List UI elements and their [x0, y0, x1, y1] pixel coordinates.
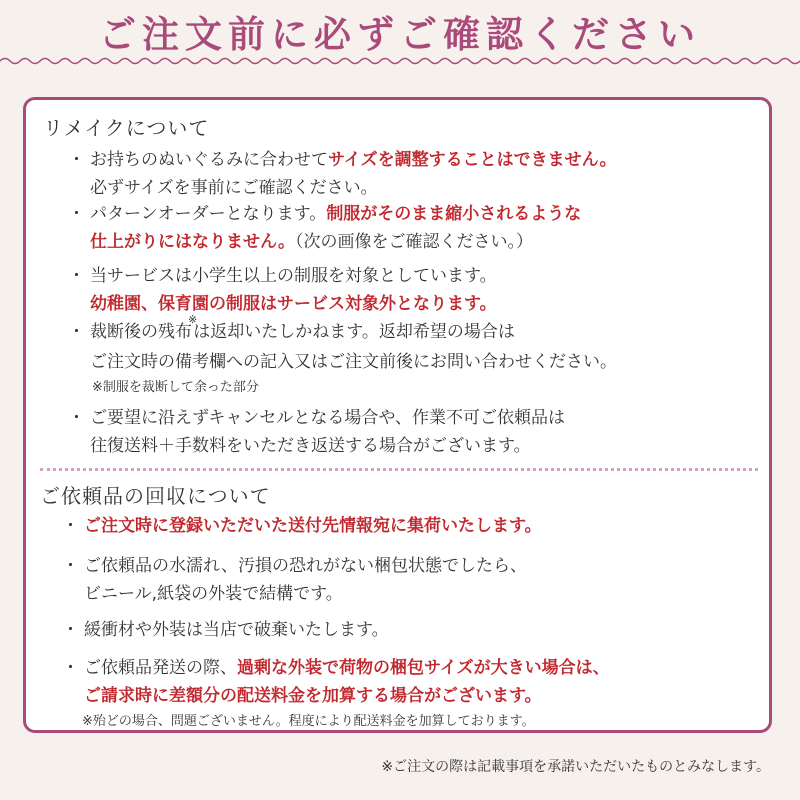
list-item: ・ 裁断後の残布※は返却いたしかねます。返却希望の場合は ご注文時の備考欄への記入又はご注文前後にお問い合わせください。 [68, 313, 617, 372]
section-heading-remake: リメイクについて [43, 116, 210, 140]
dotted-divider [40, 468, 758, 471]
list-item: ・ お持ちのぬいぐるみに合わせてサイズを調整することはできません。 必ずサイズを事前にご確認ください。 [68, 146, 617, 202]
list-item: ・ ご注文時に登録いただいた送付先情報宛に集荷いたします。 [62, 516, 542, 536]
notice-card [23, 97, 772, 733]
note-text: ※殆どの場合、問題ございません。程度により配送料金を加算しております。 [82, 714, 535, 729]
list-item: ・ ご依頼品の水濡れ、汚損の恐れがない梱包状態でしたら、 ビニール,紙袋の外装で結構です。 [62, 556, 528, 604]
list-item: ・ 当サービスは小学生以上の制服を対象としています。 幼稚園、保育園の制服はサービス対象外となります。 [68, 266, 497, 314]
note-text: ※制服を裁断して余った部分 [92, 380, 259, 395]
section-heading-collection: ご依頼品の回収について [40, 484, 271, 508]
note-mark: ※ [188, 313, 198, 326]
footer-note: ※ご注文の際は記載事項を承諾いただいたものとみなします。 [381, 759, 770, 775]
page-title: ご注文前に必ずご確認ください [99, 13, 701, 56]
list-item: ・ ご依頼品発送の際、過剰な外装で荷物の梱包サイズが大きい場合は、 ご請求時に差額分の配送料金を加算する場合がございます。 [62, 658, 610, 706]
list-item: ・ パターンオーダーとなります。制服がそのまま縮小されるような 仕上がりにはなりません。（次の画像をご確認ください。） [68, 204, 582, 252]
list-item: ・ 緩衝材や外装は当店で破棄いたします。 [62, 620, 389, 640]
wave-divider [0, 56, 800, 66]
list-item: ・ ご要望に沿えずキャンセルとなる場合や、作業不可ご依頼品は 往復送料＋手数料をいただき返送する場合がございます。 [68, 408, 565, 456]
bullet: ・ [68, 150, 85, 170]
